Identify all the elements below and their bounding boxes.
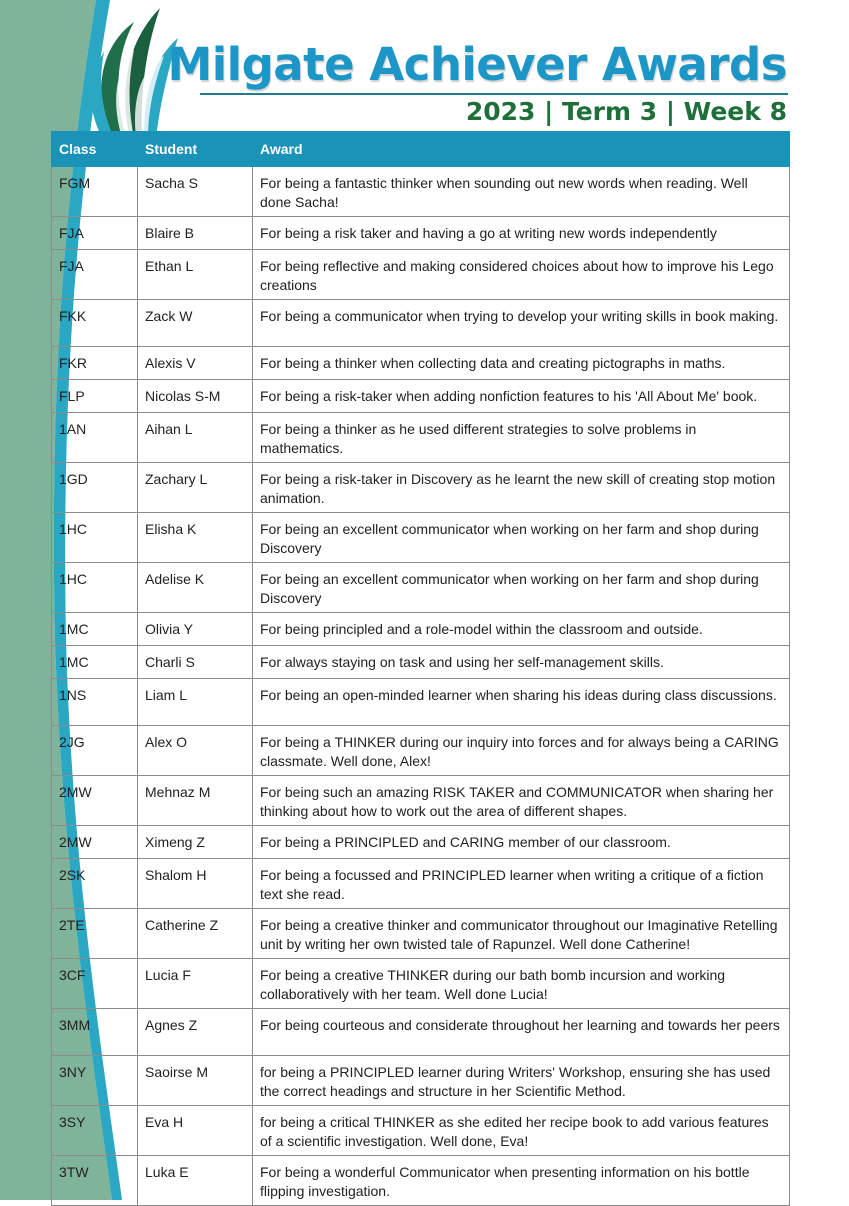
column-header-class: Class [52,132,138,167]
title-underline [200,93,788,95]
student-cell: Adelise K [138,563,253,613]
award-cell: For always staying on task and using her self-management skills. [253,646,790,679]
column-header-award: Award [253,132,790,167]
table-row [52,776,790,826]
table-header-row [52,132,790,167]
award-cell: for being a critical THINKER as she edited her recipe book to add various features of a scientific investigation. Well done, Eva! [253,1106,790,1156]
award-cell: For being a creative THINKER during our bath bomb incursion and working collaboratively with her team. Well done Lucia! [253,959,790,1009]
class-cell: 1NS [52,679,138,726]
award-cell: For being courteous and considerate throughout her learning and towards her peers [253,1009,790,1056]
table-row [52,826,790,859]
table-row [52,646,790,679]
award-cell: For being a thinker when collecting data and creating pictographs in maths. [253,347,790,380]
class-cell: 1HC [52,563,138,613]
table-row [52,909,790,959]
table-row [52,563,790,613]
student-cell: Zachary L [138,463,253,513]
class-cell: 2SK [52,859,138,909]
student-cell: Charli S [138,646,253,679]
class-cell: 3TW [52,1156,138,1206]
student-cell: Aihan L [138,413,253,463]
class-cell: 3NY [52,1056,138,1106]
table-row [52,380,790,413]
table-row [52,167,790,217]
student-cell: Elisha K [138,513,253,563]
award-cell: For being a focussed and PRINCIPLED learner when writing a critique of a fiction text she read. [253,859,790,909]
award-cell: For being a thinker as he used different strategies to solve problems in mathematics. [253,413,790,463]
student-cell: Nicolas S-M [138,380,253,413]
column-header-student: Student [138,132,253,167]
student-cell: Eva H [138,1106,253,1156]
class-cell: 1MC [52,646,138,679]
table-row [52,513,790,563]
class-cell: FJA [52,250,138,300]
table-row [52,250,790,300]
table-row [52,463,790,513]
award-cell: For being a THINKER during our inquiry into forces and for always being a CARING classmate. Well done, Alex! [253,726,790,776]
student-cell: Luka E [138,1156,253,1206]
student-cell: Zack W [138,300,253,347]
student-cell: Alexis V [138,347,253,380]
award-cell: For being such an amazing RISK TAKER and COMMUNICATOR when sharing her thinking about how to work out the area of different shapes. [253,776,790,826]
award-cell: For being an open-minded learner when sharing his ideas during class discussions. [253,679,790,726]
class-cell: 2TE [52,909,138,959]
student-cell: Shalom H [138,859,253,909]
award-cell: For being a creative thinker and communicator throughout our Imaginative Retelling unit by writing her own twisted tale of Rapunzel. Well done Catherine! [253,909,790,959]
awards-table [51,131,790,1206]
class-cell: 2MW [52,776,138,826]
class-cell: FGM [52,167,138,217]
class-cell: 1MC [52,613,138,646]
class-cell: 1GD [52,463,138,513]
award-cell: For being reflective and making considered choices about how to improve his Lego creations [253,250,790,300]
table-row [52,300,790,347]
class-cell: 2MW [52,826,138,859]
table-row [52,1106,790,1156]
class-cell: FJA [52,217,138,250]
class-cell: 3CF [52,959,138,1009]
student-cell: Ximeng Z [138,826,253,859]
page-subtitle: 2023 | Term 3 | Week 8 [465,97,787,126]
student-cell: Ethan L [138,250,253,300]
table-row [52,1056,790,1106]
class-cell: 3SY [52,1106,138,1156]
table-row [52,1009,790,1056]
table-row [52,679,790,726]
award-cell: For being a risk-taker in Discovery as he learnt the new skill of creating stop motion animation. [253,463,790,513]
table-row [52,413,790,463]
student-cell: Blaire B [138,217,253,250]
class-cell: 1HC [52,513,138,563]
class-cell: 1AN [52,413,138,463]
student-cell: Mehnaz M [138,776,253,826]
student-cell: Alex O [138,726,253,776]
award-cell: For being a wonderful Communicator when presenting information on his bottle flipping investigation. [253,1156,790,1206]
table-row [52,613,790,646]
student-cell: Lucia F [138,959,253,1009]
student-cell: Catherine Z [138,909,253,959]
page-title: Milgate Achiever Awards [167,38,787,91]
class-cell: FKK [52,300,138,347]
table-row [52,1156,790,1206]
student-cell: Liam L [138,679,253,726]
student-cell: Sacha S [138,167,253,217]
award-cell: For being a fantastic thinker when sounding out new words when reading. Well done Sacha! [253,167,790,217]
table-row [52,217,790,250]
table-row [52,959,790,1009]
student-cell: Saoirse M [138,1056,253,1106]
class-cell: 3MM [52,1009,138,1056]
award-cell: For being an excellent communicator when working on her farm and shop during Discovery [253,563,790,613]
award-cell: For being a PRINCIPLED and CARING member of our classroom. [253,826,790,859]
award-cell: For being a risk taker and having a go at writing new words independently [253,217,790,250]
student-cell: Agnes Z [138,1009,253,1056]
award-cell: For being a communicator when trying to develop your writing skills in book making. [253,300,790,347]
table-row [52,726,790,776]
table-row [52,859,790,909]
award-cell: for being a PRINCIPLED learner during Writers' Workshop, ensuring she has used the correct headings and structure in her Scientific Method. [253,1056,790,1106]
table-row [52,347,790,380]
award-cell: For being principled and a role-model within the classroom and outside. [253,613,790,646]
class-cell: FLP [52,380,138,413]
class-cell: FKR [52,347,138,380]
class-cell: 2JG [52,726,138,776]
student-cell: Olivia Y [138,613,253,646]
award-cell: For being an excellent communicator when working on her farm and shop during Discovery [253,513,790,563]
award-cell: For being a risk-taker when adding nonfiction features to his 'All About Me' book. [253,380,790,413]
